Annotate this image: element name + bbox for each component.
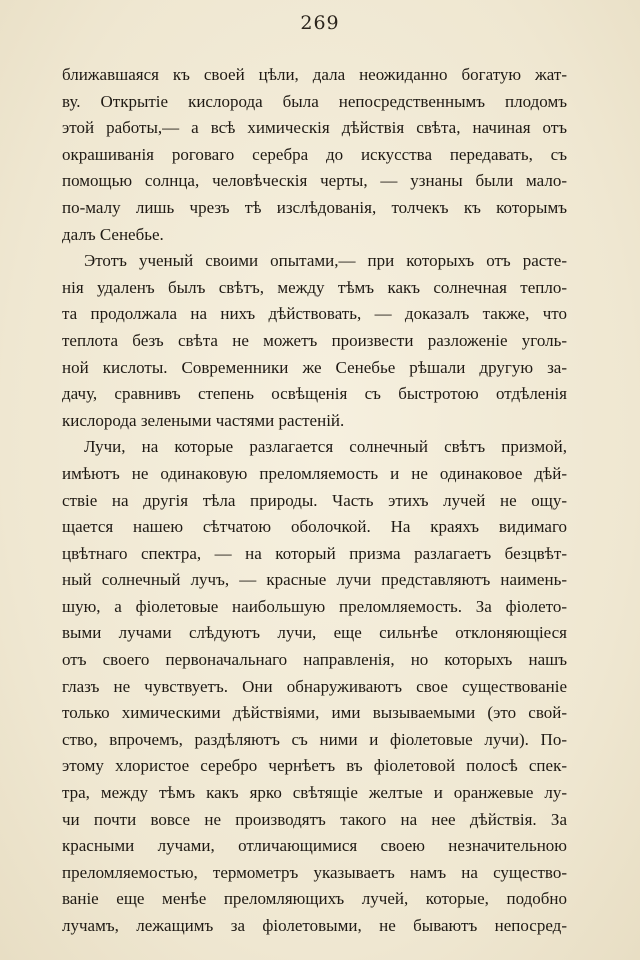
text-line: кислорода зелеными частями растеній.	[62, 410, 345, 430]
text-line: та продолжала на нихъ дѣйствовать, — доказалъ также, что	[62, 304, 567, 324]
text-line: ство, впрочемъ, раздѣляютъ съ ними и фіолетовые лучи). По-	[62, 729, 567, 749]
text-line: теплота безъ свѣта не можетъ произвести разложеніе уголь-	[62, 330, 567, 350]
text-line: ближавшаяся къ своей цѣли, дала неожиданно богатую жат-	[62, 65, 567, 84]
text-line: Этотъ ученый своими опытами,— при которыхъ отъ расте-	[84, 251, 567, 271]
text-line: имѣютъ не одинаковую преломляемость и не одинаковое дѣй-	[62, 463, 567, 483]
text-line: ной кислоты. Современники же Сенебье рѣшали другую за-	[62, 357, 567, 377]
text-line: нія удаленъ былъ свѣтъ, между тѣмъ какъ солнечная тепло-	[62, 277, 567, 297]
text-line: далъ Сенебье.	[62, 224, 164, 244]
text-line: красными лучами, отличающимися своею незначительною	[62, 836, 567, 856]
text-line: окрашиванія роговаго серебра до искусства передавать, съ	[62, 144, 567, 164]
text-line: только химическими дѣйствіями, ими вызываемыми (это свой-	[62, 703, 567, 723]
text-line: чи почти вовсе не производятъ такого на нее дѣйствія. За	[62, 809, 567, 829]
text-line: ствіе на другія тѣла природы. Часть этихъ лучей не ощу-	[62, 490, 567, 510]
text-line: Лучи, на которые разлагается солнечный свѣтъ призмой,	[84, 437, 567, 457]
text-line: отъ своего первоначальнаго направленія, но которыхъ нашъ	[62, 650, 567, 670]
text-line: ву. Открытіе кислорода была непосредственнымъ плодомъ	[62, 91, 567, 111]
text-line: по-малу лишь чрезъ тѣ изслѣдованія, толчекъ къ которымъ	[62, 197, 567, 217]
page-number: 269	[300, 12, 340, 34]
text-line: этому хлористое серебро чернѣетъ въ фіолетовой полосѣ спек-	[62, 756, 567, 776]
text-line: тра, между тѣмъ какъ ярко свѣтящіе желтые и оранжевые лу-	[62, 783, 567, 803]
text-line: помощью солнца, человѣческія черты, — узнаны были мало-	[62, 171, 567, 191]
text-line: цвѣтнаго спектра, — на который призма разлагаетъ безцвѣт-	[62, 543, 567, 563]
text-line: лучамъ, лежащимъ за фіолетовыми, не бываютъ непосред-	[62, 916, 567, 935]
text-line: ваніе еще менѣе преломляющихъ лучей, которые, подобно	[62, 889, 567, 909]
text-line: дачу, сравнивъ степень освѣщенія съ быстротою отдѣленія	[62, 384, 567, 404]
text-line: щается нашею сѣтчатою оболочкой. На краяхъ видимаго	[62, 517, 567, 537]
page-body-text	[62, 62, 567, 940]
text-line: этой работы,— а всѣ химическія дѣйствія свѣта, начиная отъ	[62, 118, 567, 138]
text-line: выми лучами слѣдуютъ лучи, еще сильнѣе отклоняющіеся	[62, 623, 567, 643]
text-line: шую, а фіолетовые наибольшую преломляемость. За фіолето-	[62, 596, 567, 616]
text-line: преломляемостью, термометръ указываетъ намъ на существо-	[62, 862, 567, 882]
text-line: глазъ не чувствуетъ. Они обнаруживаютъ свое существованіе	[62, 676, 567, 696]
text-line: ный солнечный лучъ, — красные лучи представляютъ наимень-	[62, 570, 567, 590]
